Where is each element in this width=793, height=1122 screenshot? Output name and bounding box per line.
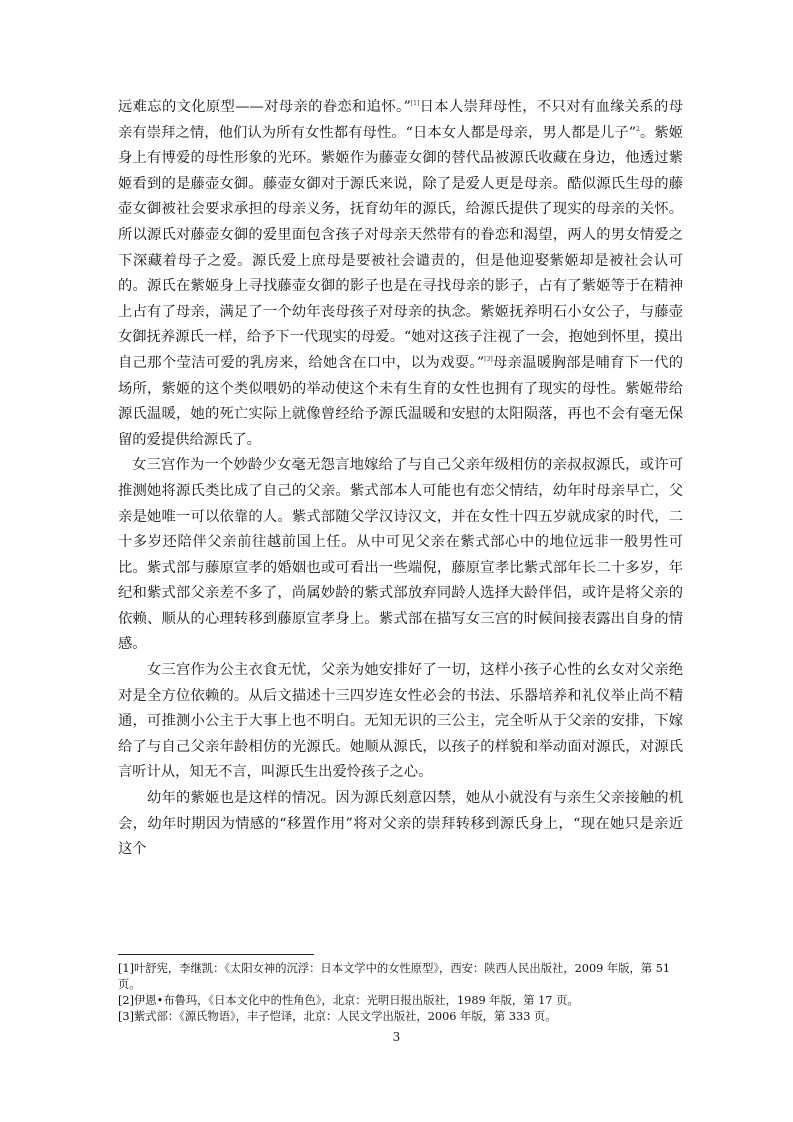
footnote-separator [118, 954, 314, 955]
footnote-2: [2]伊恩•布鲁玛，《日本文化中的性角色》，北京：光明日报出版社，1989 年版，第 17 页。 [118, 994, 579, 1007]
paragraph-2: 女三宫作为一个妙龄少女毫无怨言地嫁给了与自己父亲年级相仿的亲叔叔源氏，或许可推测她将源氏类比成了自己的父亲。紫式部本人可能也有恋父情结，幼年时母亲早亡，父亲是她唯一可以依靠的人。紫式部随父学汉诗汉文，并在女性十四五岁就成家的时代，二十多岁还陪伴父亲前往越前国上任。从中可见父亲在紫式部心中的地位远非一般男性可比。紫式部与藤原宣孝的婚姻也或可看出一些端倪，藤原宣孝比紫式部年长二十多岁，年纪和紫式部父亲差不多了，尚属妙龄的紫式部放弃同龄人选择大龄伴侣，或许是将父亲的依赖、顺从的心理转移到藤原宣孝身上。紫式部在描写女三宫的时候间接表露出自身的情感。 [118, 457, 683, 653]
footnotes [118, 961, 683, 1025]
footnote-ref-2: 2 [636, 125, 640, 133]
body-text [118, 95, 683, 863]
paragraph-1-text-b: 日本人崇拜母性，不只对有血缘关系的母亲有崇拜之情，他们认为所有女性都有母性。“日本女人都是母亲，男人都是儿子” [118, 99, 683, 141]
paragraph-1-text-c: 。紫姬身上有博爱的母性形象的光环。紫姬作为藤壶女御的替代品被源氏收藏在身边，他透过紫姬看到的是藤壶女御。藤壶女御对于源氏来说，除了是爱人更是母亲。酷似源氏生母的藤壶女御被社会要求承担的母亲义务，抚育幼年的源氏，给源氏提供了现实的母亲的关怀。所以源氏对藤壶女御的爱里面包含孩子对母亲天然带有的眷恋和渴望，两人的男女情爱之下深藏着母子之爱。源氏爱上庶母是要被社会谴责的，但是他迎娶紫姬却是被社会认可的。源氏在紫姬身上寻找藤壶女御的影子也是在寻找母亲的影子，占有了紫姬等于在精神上占有了母亲，满足了一个幼年丧母孩子对母亲的执念。紫姬抚养明石小女公子，与藤壶女御抚养源氏一样，给予下一代现实的母爱。“她对这孩子注视了一会，抱她到怀里，摸出自己那个莹洁可爱的乳房来，给她含在口中，以为戏耍。” [118, 124, 684, 371]
footnote-ref-3: [3] [484, 355, 493, 363]
page-number: 3 [392, 1030, 401, 1044]
paragraph-1-text-a: 远难忘的文化原型——对母亲的眷恋和追怀。” [118, 99, 411, 115]
footnote-3: [3]紫式部：《源氏物语》，丰子恺译，北京：人民文学出版社，2006 年版，第 333 页。 [118, 1010, 557, 1023]
paragraph-4: 幼年的紫姬也是这样的情况。因为源氏刻意囚禁，她从小就没有与亲生父亲接触的机会，幼年时期因为情感的“移置作用”将对父亲的崇拜转移到源氏身上，“现在她只是亲近这个 [118, 790, 683, 858]
paragraph-1-text-d: 母亲温暖胸部是哺育下一代的场所，紫姬的这个类似喂奶的举动使这个未有生育的女性也拥有了现实的母性。紫姬带给源氏温暖，她的死亡实际上就像曾经给予源氏温暖和安慰的太阳陨落，再也不会有毫无保留的爱提供给源氏了。 [118, 354, 683, 448]
paragraph-1 [118, 95, 683, 453]
footnote-1: [1]叶舒宪，李继凯：《太阳女神的沉浮：日本文学中的女性原型》，西安：陕西人民出版社，2009 年版，第 51 页。 [118, 962, 671, 991]
paragraph-3: 女三宫作为公主衣食无忧，父亲为她安排好了一切，这样小孩子心性的幺女对父亲绝对是全方位依赖的。从后文描述十三四岁连女性必会的书法、乐器培养和礼仪举止尚不精通，可推测小公主于大事上也不明白。无知无识的三公主，完全听从于父亲的安排，下嫁给了与自己父亲年龄相仿的光源氏。她顺从源氏，以孩子的样貌和举动面对源氏，对源氏言听计从，知无不言，叫源氏生出爱怜孩子之心。 [118, 662, 683, 781]
footnote-ref-1: [1] [410, 100, 420, 107]
